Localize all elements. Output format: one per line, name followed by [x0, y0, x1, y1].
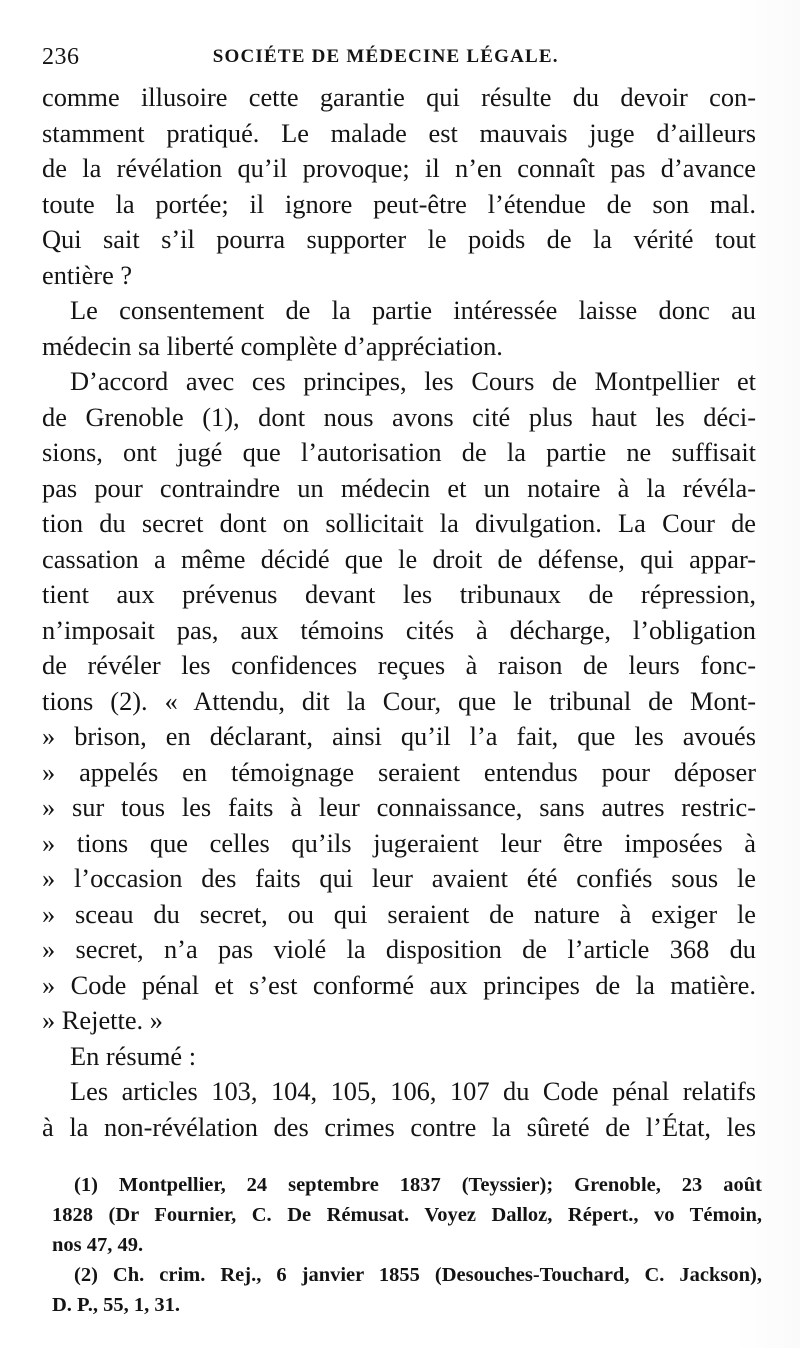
text-line: toute la portée; il ignore peut-être l’étendue de son mal. [42, 188, 756, 219]
text-line: à la non-révélation des crimes contre la sûreté de l’État, les [42, 1111, 756, 1142]
text-line: En résumé : [70, 1040, 197, 1071]
page-header [42, 40, 752, 74]
text-line: » Rejette. » [42, 1005, 163, 1035]
text-line: de Grenoble (1), dont nous avons cité plus haut les déci- [42, 401, 756, 432]
text-line: » l’occasion des faits qui leur avaient été confiés sous le [42, 863, 756, 893]
text-line: cassation a même décidé que le droit de défense, qui appar- [42, 543, 756, 574]
text-line: Qui sait s’il pourra supporter le poids de la vérité tout [42, 224, 756, 254]
text-line: n’imposait pas, aux témoins cités à décharge, l’obligation [42, 614, 756, 645]
text-line: de la révélation qu’il provoque; il n’en connaît pas d’avance [42, 153, 756, 183]
text-line: médecin sa liberté complète d’appréciation. [42, 330, 503, 361]
running-head: SOCIÉTE DE MÉDECINE LÉGALE. [212, 46, 559, 67]
text-line: stamment pratiqué. Le malade est mauvais juge d’ailleurs [42, 117, 756, 148]
text-line: » sur tous les faits à leur connaissance, sans autres restric- [42, 792, 756, 822]
footnote-line: D. P., 55, 1, 31. [52, 1294, 180, 1316]
text-line: pas pour contraindre un médecin et un notaire à la révéla- [42, 472, 756, 503]
text-line: » brison, en déclarant, ainsi qu’il l’a fait, que les avoués [42, 721, 756, 751]
text-line: Les articles 103, 104, 105, 106, 107 du Code pénal relatifs [70, 1076, 756, 1106]
text-line: comme illusoire cette garantie qui résulte du devoir con- [42, 82, 756, 112]
footnotes [52, 1170, 762, 1320]
text-line: tions (2). « Attendu, dit la Cour, que le tribunal de Mont- [42, 685, 756, 716]
text-line: de révéler les confidences reçues à raison de leurs fonc- [42, 650, 756, 680]
text-line: » tions que celles qu’ils jugeraient leur être imposées à [42, 827, 756, 858]
text-line: entière ? [42, 259, 133, 290]
text-line: » secret, n’a pas violé la disposition de l’article 368 du [42, 934, 756, 964]
text-line: Le consentement de la partie intéressée laisse donc au [70, 295, 756, 325]
text-line: tient aux prévenus devant les tribunaux de répression, [42, 579, 756, 609]
text-line: D’accord avec ces principes, les Cours de Montpellier et [70, 366, 756, 396]
text-line: tion du secret dont on sollicitait la divulgation. La Cour de [42, 508, 756, 538]
footnote-line: (2) Ch. crim. Rej., 6 janvier 1855 (Desouches-Touchard, C. Jackson), [74, 1264, 762, 1286]
page-number: 236 [42, 43, 80, 70]
text-line: » sceau du secret, ou qui seraient de nature à exiger le [42, 898, 756, 929]
body-text [42, 80, 756, 1145]
footnote-line: (1) Montpellier, 24 septembre 1837 (Teyssier); Grenoble, 23 août [74, 1174, 762, 1196]
footnote-line: nos 47, 49. [52, 1234, 144, 1256]
footnote-line: 1828 (Dr Fournier, C. De Rémusat. Voyez Dalloz, Répert., vo Témoin, [52, 1204, 762, 1226]
text-line: » appelés en témoignage seraient entendus pour déposer [42, 756, 756, 787]
text-line: » Code pénal et s’est conformé aux principes de la matière. [42, 969, 756, 1000]
text-line: sions, ont jugé que l’autorisation de la partie ne suffisait [42, 437, 756, 467]
